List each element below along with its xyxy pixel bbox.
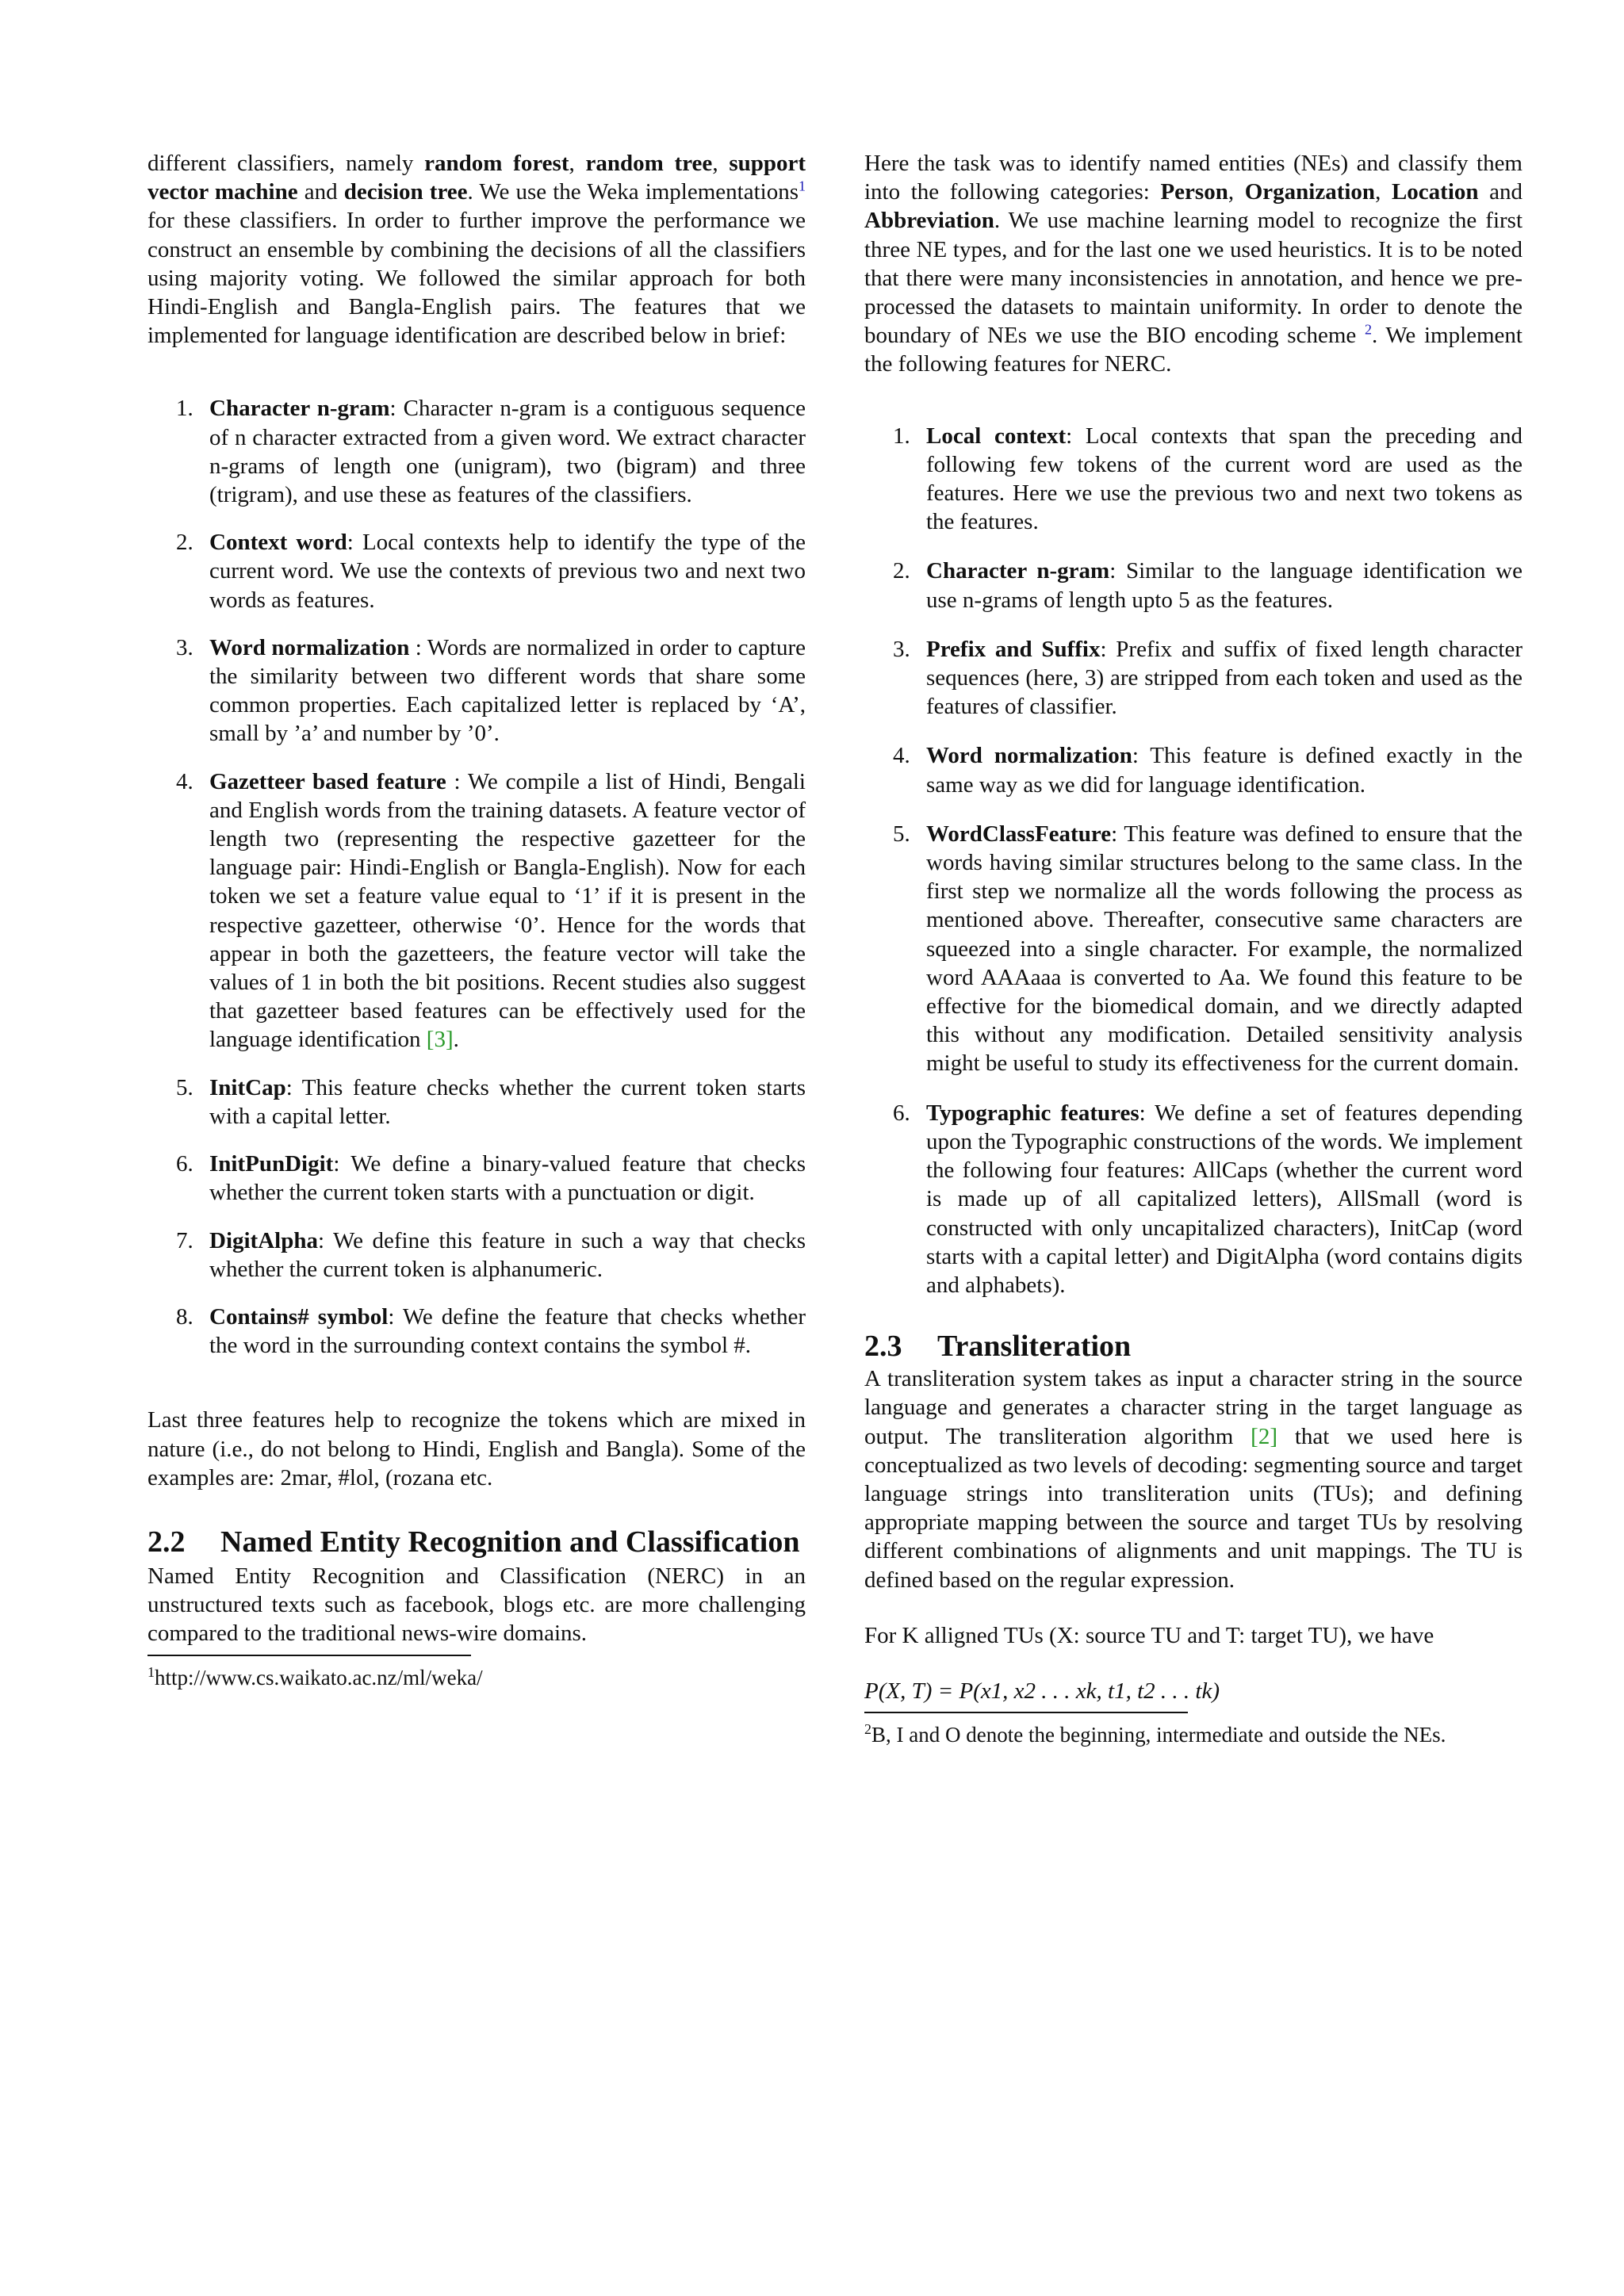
- right-column: [864, 149, 1522, 1747]
- citation-link-2[interactable]: [2]: [1251, 1423, 1277, 1449]
- footnote-rule: [147, 1655, 471, 1656]
- list-item: 1. Local context: Local contexts that span the preceding and following few tokens of the current word are used as the features. Here we use the previous two and next two tokens as the features.: [893, 423, 1522, 535]
- left-column: [147, 149, 806, 1690]
- footnote-link-1[interactable]: 1: [799, 178, 806, 194]
- nerc-feature-list: [864, 422, 1522, 1299]
- term-decision-tree: decision tree: [343, 179, 468, 205]
- nerc-paragraph: Named Entity Recognition and Classification (NERC) in an unstructured texts such as facebook, blogs etc. are more challenging compared to the traditional news-wire domains.: [147, 1563, 806, 1647]
- section-heading-2-3: 2.3 Transliteration: [864, 1330, 1132, 1364]
- footnote-2: $^2$B, I and O denote the beginning, intermediate and outside the NEs.: [864, 1721, 1446, 1747]
- list-item: 5. InitCap: This feature checks whether the current token starts with a capital letter.: [176, 1074, 806, 1129]
- footnote-link-2[interactable]: 2: [1364, 321, 1372, 338]
- list-item: 4. Gazetteer based feature : We compile a list of Hindi, Bengali and English words from the training datasets. A feature vector of length two (representing the respective gazetteer for the language pair: Hindi-English or Bangla-English). Now for each token we set a feature value equal to ‘1’ if it is present in the respective gazetteer, otherwise ‘0’. Hence for the words that appear in both the gazetteers, the feature vector will take the values of 1 in both the bit positions. Recent studies also suggest that gazetteer based features can be effectively used for the language identification [3].: [176, 768, 806, 1053]
- list-item: 2. Character n-gram: Similar to the language identification we use n-grams of length upto 5 as the features.: [893, 558, 1522, 613]
- list-item: 1. Character n-gram: Character n-gram is a contiguous sequence of n character extracted from a given word. We extract character n-grams of length one (unigram), two (bigram) and three (trigram), and use these as features of the classifiers.: [176, 396, 806, 508]
- term-random-forest: random forest: [424, 151, 569, 176]
- transliteration-paragraph: A transliteration system takes as input a character string in the source language and generates a character string in the target language as output. The transliteration algorithm [2] that we used here is conceptualized as two levels of decoding: segmenting source and target language strings into transliteration units (TUs); and defining appropriate mapping between the source and target TUs by resolving different combinations of alignments and unit mappings. The TU is defined based on the regular expression.: [864, 1366, 1522, 1593]
- list-item: 3. Word normalization : Words are normalized in order to capture the similarity between two different words that share some common properties. Each capitalized letter is replaced by ‘A’, small by ’a’ and number by ’0’.: [176, 634, 806, 747]
- list-item: 6. Typographic features: We define a set of features depending upon the Typographic constructions of the words. We implement the following four features: AllCaps (whether the current word is made up of all capitalized letters), AllSmall (word is constructed with only uncapitalized characters), InitCap (word starts with a capital letter) and DigitAlpha (word contains digits and alphabets).: [893, 1100, 1522, 1298]
- list-item: 8. Contains# symbol: We define the feature that checks whether the word in the surrounding context contains the symbol #.: [176, 1303, 806, 1359]
- term-random-tree: random tree: [585, 151, 713, 176]
- nerc-intro-paragraph: Here the task was to identify named entities (NEs) and classify them into the following categories: Person, Organization, Location and Abbreviation. We use machine learning model to recognize the first three NE types, and for the last one we used heuristics. It is to be noted that there were many inconsistencies in annotation, and hence we pre-processed the datasets to maintain uniformity. In order to denote the boundary of NEs we use the BIO encoding scheme $^2$. We implement the following features for NERC.: [864, 151, 1523, 377]
- citation-link-3[interactable]: [3]: [426, 1027, 454, 1053]
- intro-paragraph: different classifiers, namely random forest, random tree, support vector machine and decision tree. We use the Weka implementations$^1$ for these classifiers. In order to further improve the performance we construct an ensemble by combining the decisions of all the classifiers using majority voting. We followed the similar approach for both Hindi-English and Bangla-English pairs. The features that we implemented for language identification are described below in brief:: [147, 151, 806, 349]
- list-item: 6. InitPunDigit: We define a binary-valued feature that checks whether the current token starts with a punctuation or digit.: [176, 1151, 806, 1206]
- aligned-tus-paragraph: For K alligned TUs (X: source TU and T: target TU), we have: [864, 1622, 1434, 1648]
- mixed-tokens-paragraph: Last three features help to recognize the tokens which are mixed in nature (i.e., do not belong to Hindi, English and Bangla). Some of the examples are: 2mar, #lol, (rozana etc.: [147, 1407, 806, 1490]
- footnote-rule: [864, 1712, 1188, 1713]
- term-svm: support vector machine: [147, 151, 806, 205]
- section-heading-2-2: 2.2 Named Entity Recognition and Classification: [147, 1525, 800, 1559]
- list-item: 4. Word normalization: This feature is defined exactly in the same way as we did for language identification.: [893, 743, 1522, 798]
- list-item: 7. DigitAlpha: We define this feature in such a way that checks whether the current token is alphanumeric.: [176, 1227, 806, 1282]
- list-item: 5. WordClassFeature: This feature was defined to ensure that the words having similar structures belong to the same class. In the first step we normalize all the words following the process as mentioned above. Thereafter, consecutive same characters are squeezed into a single character. For example, the normalized word AAAaaa is converted to Aa. We found this feature to be effective for the biomedical domain, and we directly adapted this without any modification. Detailed sensitivity analysis might be useful to study its effectiveness for the current domain.: [893, 821, 1522, 1077]
- probability-equation: P(X, T) = P(x1, x2 . . . xk, t1, t2 . . . tk): [864, 1678, 1220, 1704]
- list-item: 3. Prefix and Suffix: Prefix and suffix of fixed length character sequences (here, 3) are stripped from each token and used as the features of classifier.: [893, 636, 1522, 720]
- list-item: 2. Context word: Local contexts help to identify the type of the current word. We use the contexts of previous two and next two words as features.: [176, 530, 806, 613]
- language-id-feature-list: [147, 394, 806, 1360]
- footnote-1: $^1$http://www.cs.waikato.ac.nz/ml/weka/: [147, 1663, 483, 1689]
